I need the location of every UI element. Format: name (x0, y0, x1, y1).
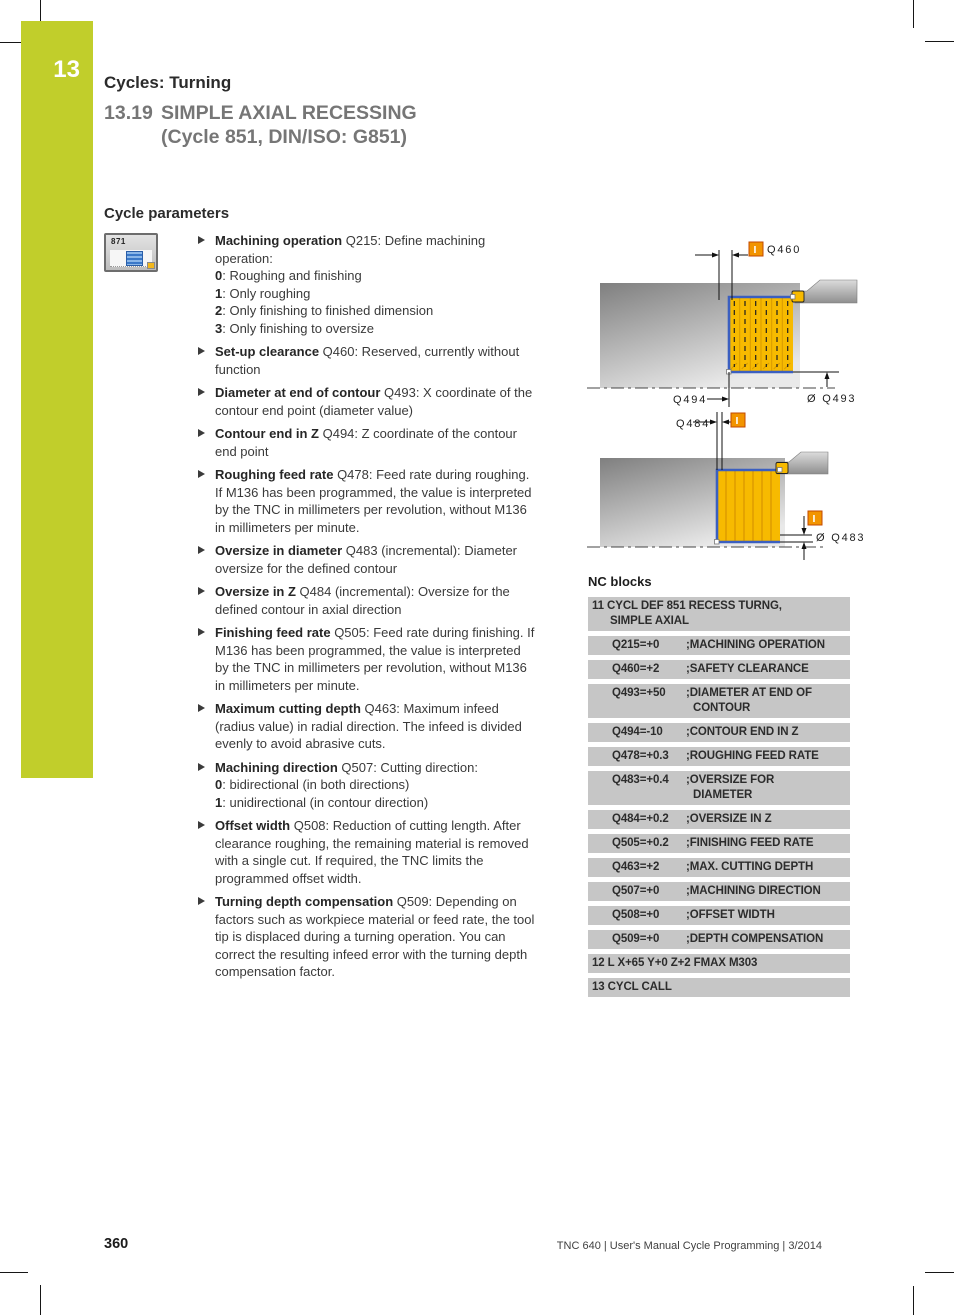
dim-label-q483: Ø Q483 (816, 532, 866, 544)
bullet-triangle-icon (198, 821, 205, 829)
parameter-item (198, 759, 538, 812)
section-title-line1: SIMPLE AXIAL RECESSING (161, 102, 417, 124)
parameter-text: Turning depth compensation Q509: Depending on factors such as workpiece material or feed rate, the tool tip is displaced during a turning operation. You can correct the resulting infeed error with the turning depth compensation factor. (215, 894, 535, 979)
nc-block-row: Q494=-10 ;CONTOUR END IN Z (588, 723, 850, 742)
nc-block-row: 11 CYCL DEF 851 RECESS TURNG, SIMPLE AXIAL (588, 597, 850, 631)
parameter-item (198, 700, 538, 753)
parameter-item (198, 425, 538, 460)
softkey-number: 871 (111, 237, 126, 246)
footer-doc-info: TNC 640 | User's Manual Cycle Programming | 3/2014 (556, 1240, 822, 1252)
nc-blocks-section (588, 574, 850, 1002)
parameter-text: Diameter at end of contour Q493: X coordinate of the contour end point (diameter value) (215, 385, 533, 418)
parameter-item (198, 583, 538, 618)
parameter-item (198, 893, 538, 981)
chapter-title: Cycles: Turning (104, 73, 232, 92)
incremental-badge-label: I (812, 513, 816, 525)
section-heading (104, 101, 417, 149)
nc-block-row: Q493=+50 ;DIAMETER AT END OF CONTOUR (588, 684, 850, 718)
dim-label-q460: Q460 (767, 244, 802, 256)
parameter-text: Finishing feed rate Q505: Feed rate during finishing. If M136 has been programmed, the value is interpreted by the TNC in millimeters per revolution, without M136 in millimeters per minute. (215, 625, 535, 693)
section-title-line2: (Cycle 851, DIN/ISO: G851) (161, 126, 408, 148)
cycle-parameter-list (198, 232, 538, 987)
crop-mark (925, 1272, 954, 1273)
bullet-triangle-icon (198, 347, 205, 355)
crop-mark (0, 1272, 28, 1273)
parameter-item (198, 343, 538, 378)
incremental-badge-label: I (753, 244, 757, 256)
bullet-triangle-icon (198, 587, 205, 595)
parameter-text: Oversize in Z Q484 (incremental): Oversize for the defined contour in axial direction (215, 584, 510, 617)
crop-mark (0, 42, 21, 43)
crop-mark (913, 0, 914, 28)
diagram-recess-oversize (583, 400, 953, 565)
tool-tip-icon (147, 262, 155, 269)
parameter-text: Roughing feed rate Q478: Feed rate during roughing. If M136 has been programmed, the value is interpreted by the TNC in millimeters per revolution, without M136 in millimeters per minute. (215, 467, 532, 535)
cycle-softkey-icon (104, 233, 158, 272)
nc-block-row: Q508=+0 ;OFFSET WIDTH (588, 906, 850, 925)
parameter-item (198, 542, 538, 577)
nc-block-row: Q509=+0 ;DEPTH COMPENSATION (588, 930, 850, 949)
bullet-triangle-icon (198, 704, 205, 712)
chapter-number: 13 (53, 56, 80, 83)
incremental-badge-label: I (735, 415, 739, 427)
crop-mark (913, 1286, 914, 1315)
diagram-recess-roughing (583, 228, 953, 413)
nc-block-row: Q484=+0.2 ;OVERSIZE IN Z (588, 810, 850, 829)
parameter-text: Maximum cutting depth Q463: Maximum infeed (radius value) in radial direction. The infeed is divided evenly to avoid abrasive cuts. (215, 701, 522, 751)
bullet-triangle-icon (198, 470, 205, 478)
nc-block-row: Q507=+0 ;MACHINING DIRECTION (588, 882, 850, 901)
softkey-graphic (110, 250, 152, 267)
crop-mark (925, 41, 954, 42)
nc-block-row: 13 CYCL CALL (588, 978, 850, 997)
nc-block-row: Q463=+2 ;MAX. CUTTING DEPTH (588, 858, 850, 877)
parameter-text: Offset width Q508: Reduction of cutting length. After clearance roughing, the remaining material is removed with a single cut. If required, the TNC limits the programmed offset width. (215, 818, 529, 886)
nc-block-row: 12 L X+65 Y+0 Z+2 FMAX M303 (588, 954, 850, 973)
bullet-triangle-icon (198, 897, 205, 905)
dim-label-q484: Q484 (676, 418, 711, 430)
bullet-triangle-icon (198, 628, 205, 636)
nc-block-row: Q215=+0 ;MACHINING OPERATION (588, 636, 850, 655)
page-number: 360 (104, 1236, 129, 1252)
bullet-triangle-icon (198, 388, 205, 396)
bullet-triangle-icon (198, 429, 205, 437)
nc-blocks-title: NC blocks (588, 574, 652, 589)
parameter-text: Contour end in Z Q494: Z coordinate of the contour end point (215, 426, 517, 459)
section-number: 13.19 (104, 102, 153, 124)
parameter-text: Set-up clearance Q460: Reserved, currently without function (215, 344, 520, 377)
parameter-item (198, 232, 538, 337)
bullet-triangle-icon (198, 236, 205, 244)
parameter-item (198, 384, 538, 419)
section-title (161, 101, 417, 149)
nc-block-row: Q478=+0.3 ;ROUGHING FEED RATE (588, 747, 850, 766)
parameter-text: Oversize in diameter Q483 (incremental): Diameter oversize for the defined contour (215, 543, 518, 576)
recess-graphic-icon (126, 251, 143, 266)
nc-block-rows (588, 597, 850, 997)
dim-label-q493: Ø Q493 (807, 393, 857, 405)
parameter-text: Machining direction Q507: Cutting direction: 0: bidirectional (in both directions) 1: unidirectional (in contour direction) (215, 759, 478, 810)
parameter-item (198, 624, 538, 694)
nc-block-row: Q483=+0.4 ;OVERSIZE FOR DIAMETER (588, 771, 850, 805)
crop-mark (40, 1285, 41, 1315)
bullet-triangle-icon (198, 546, 205, 554)
dim-label-q494: Q494 (673, 394, 708, 406)
parameter-text: Machining operation Q215: Define machining operation: 0: Roughing and finishing 1: Only roughing 2: Only finishing to finished dimension 3: Only finishing to oversize (215, 233, 486, 336)
parameter-item (198, 817, 538, 887)
cycle-parameters-heading: Cycle parameters (104, 205, 230, 222)
nc-block-row: Q460=+2 ;SAFETY CLEARANCE (588, 660, 850, 679)
parameter-item (198, 466, 538, 536)
chapter-color-bar (21, 21, 93, 778)
nc-block-row: Q505=+0.2 ;FINISHING FEED RATE (588, 834, 850, 853)
bullet-triangle-icon (198, 763, 205, 771)
